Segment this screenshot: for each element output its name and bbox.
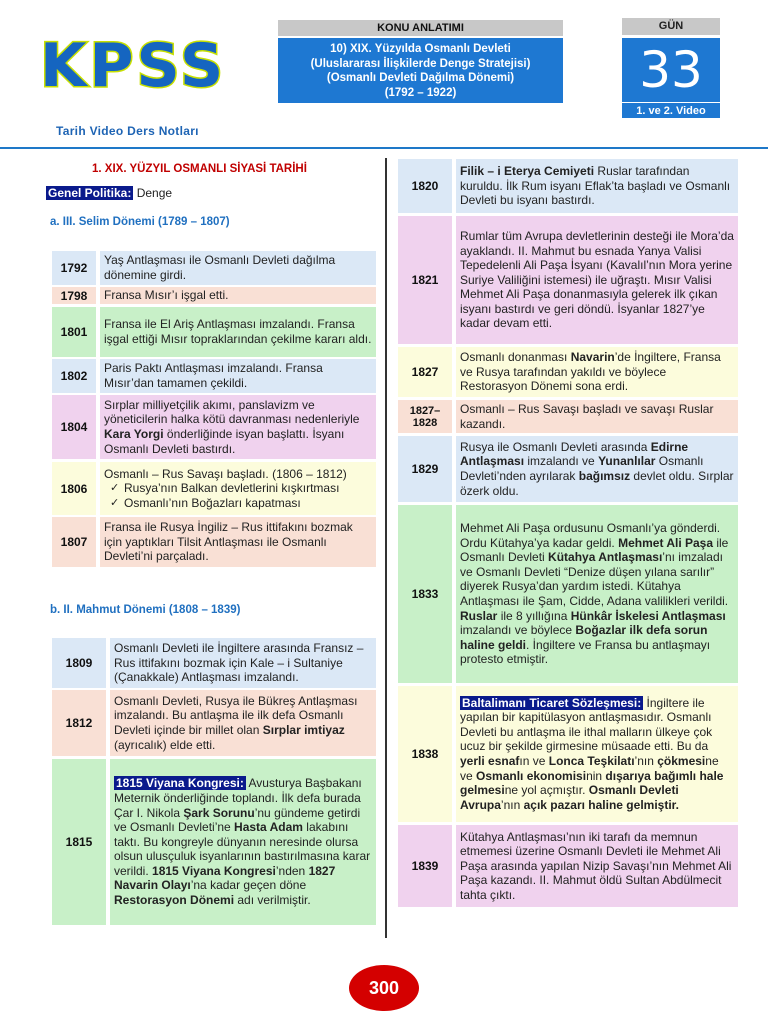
topic-label: KONU ANLATIMI	[278, 20, 563, 36]
day-video: 1. ve 2. Video	[622, 102, 720, 118]
topic-line: 10) XIX. Yüzyılda Osmanlı Devleti	[330, 43, 511, 55]
event-text: Osmanlı donanması Navarin’de İngiltere, Fransa ve Rusya tarafından yakıldı ve böylece Restorasyon Dönemi sona erdi.	[456, 347, 738, 397]
event-text: Yaş Antlaşması ile Osmanlı Devleti dağılma dönemine girdi.	[100, 251, 376, 285]
topic-box	[278, 20, 563, 103]
page-number: 300	[349, 965, 419, 1011]
year-cell: 1798	[52, 287, 96, 304]
section-title: 1. XIX. YÜZYIL OSMANLI SİYASİ TARİHİ	[92, 163, 307, 175]
timeline-row	[52, 395, 376, 459]
timeline-row	[398, 400, 738, 433]
year-cell: 1806	[52, 462, 96, 515]
timeline-row	[52, 307, 376, 357]
year-cell: 1820	[398, 159, 452, 213]
year-cell: 1801	[52, 307, 96, 357]
year-cell: 1792	[52, 251, 96, 285]
timeline-row	[398, 686, 738, 822]
year-cell: 1821	[398, 216, 452, 344]
timeline-row	[398, 825, 738, 907]
policy-value: Denge	[133, 186, 173, 200]
event-text: Osmanlı Devleti, Rusya ile Bükreş Antlaşması imzalandı. Bu antlaşma ile ilk defa Osmanlı Devleti içinde bir millet olan Sırplar imtiyaz (ayrıcalık) elde etti.	[110, 690, 376, 756]
year-cell: 1807	[52, 517, 96, 567]
timeline-row	[52, 638, 376, 688]
year-cell: 1838	[398, 686, 452, 822]
year-cell: 1812	[52, 690, 106, 756]
year-cell: 1815	[52, 759, 106, 925]
event-text: Filik – i Eterya Cemiyeti Ruslar tarafından kuruldu. İlk Rum isyanı Eflak’ta başladı ve Osmanlı Devleti bu isyanı bastırdı.	[456, 159, 738, 213]
event-text: Fransa Mısır’ı işgal etti.	[100, 287, 376, 304]
timeline-row	[52, 690, 376, 756]
header-divider	[0, 147, 768, 149]
event-text: Osmanlı Devleti ile İngiltere arasında Fransız – Rus ittifakını bozmak için Kale – i Sultaniye (Çanakkale) Antlaşması imzalandı.	[110, 638, 376, 688]
timeline-row	[398, 347, 738, 397]
timeline-row	[398, 216, 738, 344]
kpss-logo	[40, 32, 236, 100]
policy-label: Genel Politika:	[48, 186, 132, 200]
day-number: 33	[622, 38, 720, 102]
day-label: GÜN	[622, 18, 720, 35]
event-text: Kütahya Antlaşması’nın iki tarafı da memnun etmemesi üzerine Osmanlı Devleti ile Mehmet Ali Paşa arasında yapılan Nizip Savaşı’nın Mehmet Ali Paşa kazandı. II. Mahmut öldü Sultan Abdülmecit tahta çıktı.	[456, 825, 738, 907]
timeline-row	[52, 251, 376, 285]
topic-title	[278, 38, 563, 103]
year-cell: 1833	[398, 505, 452, 683]
subsection-selim: a. III. Selim Dönemi (1789 – 1807)	[50, 216, 230, 228]
subsection-mahmut: b. II. Mahmut Dönemi (1808 – 1839)	[50, 604, 241, 616]
timeline-row	[52, 759, 376, 925]
year-cell: 1839	[398, 825, 452, 907]
event-text: Paris Paktı Antlaşması imzalandı. Fransa Mısır’dan tamamen çekildi.	[100, 359, 376, 393]
general-policy	[46, 186, 172, 200]
year-cell: 1804	[52, 395, 96, 459]
timeline-row	[52, 517, 376, 567]
subtitle: Tarih Video Ders Notları	[56, 124, 199, 138]
event-text: Sırplar milliyetçilik akımı, panslavizm ve yöneticilerin halka kötü davranması nedenleriyle Kara Yorgi önderliğinde isyan başlattı. İsyanı Osmanlı Devleti bastırdı.	[100, 395, 376, 459]
year-cell: 1802	[52, 359, 96, 393]
topic-line: (Uluslararası İlişkilerde Denge Stratejisi)	[310, 57, 531, 70]
event-text: 1815 Viyana Kongresi: Avusturya Başbakanı Meternik önderliğinde toplandı. İlk defa burada Çar I. Nikola Şark Sorunu’nu gündeme getirdi ve Osmanlı Devleti’ne Hasta Adam lakabını taktı. Bu kongreyle dünyanın neresinde olursa olsun ulusçuluk isyanlarının bastırılmasına karar verildi. 1815 Viyana Kongresi’nden 1827 Navarin Olayı’na kadar geçen döne Restorasyon Dönemi adı verilmiştir.	[110, 759, 376, 925]
timeline-row	[52, 287, 376, 304]
event-text: Rumlar tüm Avrupa devletlerinin desteği ile Mora’da ayaklandı. II. Mahmut bu esnada Yanya Valisi Tepedelenli Ali Paşa İsyanı (Kavalıl’nın Mora yerine Suriye Valiliğini istemesi) ile uğraştı. Mısır Valisi Mehmet Ali Paşa donanmasıyla gelerek ilk çıkan isyanı bastırdı ve geri döndü. İsyanlar 1827’ye kadar devam etti.	[456, 216, 738, 344]
event-text: Rusya ile Osmanlı Devleti arasında Edirne Antlaşması imzalandı ve Yunanlılar Osmanlı Devleti’nden ayrılarak bağımsız devlet oldu. Sırplar özerk oldu.	[456, 436, 738, 502]
year-cell: 1827–1828	[398, 400, 452, 433]
event-text: Baltalimanı Ticaret Sözleşmesi: İngiltere ile yapılan bir kapitülasyon antlaşmasıdır. Osmanlı Devleti bu antlaşma ile ithal malların ülkeye çok ucuz bir şekilde girmesine müsaade etti. Bu da yerli esnafın ve Lonca Teşkilatı’nın çökmesine ve Osmanlı ekonomisinin dışarıya bağımlı hale gelmesine yol açmıştır. Osmanlı Devleti Avrupa’nın açık pazarı haline gelmiştir.	[456, 686, 738, 822]
timeline-row	[398, 505, 738, 683]
event-text: Fransa ile El Ariş Antlaşması imzalandı. Fransa işgal ettiği Mısır topraklarından çekilme kararı aldı.	[100, 307, 376, 357]
event-text: Osmanlı – Rus Savaşı başladı. (1806 – 1812) ✓ Rusya’nın Balkan devletlerini kışkırtması ✓ Osmanlı’nın Boğazları kapatması	[100, 462, 376, 515]
year-cell: 1829	[398, 436, 452, 502]
timeline-row	[52, 462, 376, 515]
topic-line: (1792 – 1922)	[384, 86, 457, 99]
timeline-row	[398, 436, 738, 502]
topic-line: (Osmanlı Devleti Dağılma Dönemi)	[326, 72, 515, 84]
bullet-item: ✓ Osmanlı’nın Boğazları kapatması	[110, 496, 372, 511]
logo-text: KPSS	[40, 31, 227, 101]
year-cell: 1809	[52, 638, 106, 688]
year-cell: 1827	[398, 347, 452, 397]
event-text: Mehmet Ali Paşa ordusunu Osmanlı’ya gönderdi. Ordu Kütahya’ya kadar geldi. Mehmet Ali Paşa ile Osmanlı Devleti Kütahya Antlaşması’nı imzaladı ve Osmanlı Devleti “Denize düşen yılana sarılır” diyerek Rusya’dan yardım istedi. Kütahya Antlaşması ile Şam, Cidde, Adana valilikleri verildi. Ruslar ile 8 yıllığına Hünkâr İskelesi Antlaşması imzalandı ve böylece Boğazlar ilk defa sorun haline geldi. İngiltere ve Fransa bu antlaşmayı protesto etmiştir.	[456, 505, 738, 683]
event-text: Fransa ile Rusya İngiliz – Rus ittifakını bozmak için yaptıkları Tilsit Antlaşması ile Osmanlı Devleti’ni parçaladı.	[100, 517, 376, 567]
bullet-item: ✓ Rusya’nın Balkan devletlerini kışkırtması	[110, 481, 372, 496]
event-text: Osmanlı – Rus Savaşı başladı ve savaşı Ruslar kazandı.	[456, 400, 738, 433]
timeline-row	[52, 359, 376, 393]
column-divider	[385, 158, 387, 938]
day-box	[622, 18, 720, 118]
timeline-row	[398, 159, 738, 213]
